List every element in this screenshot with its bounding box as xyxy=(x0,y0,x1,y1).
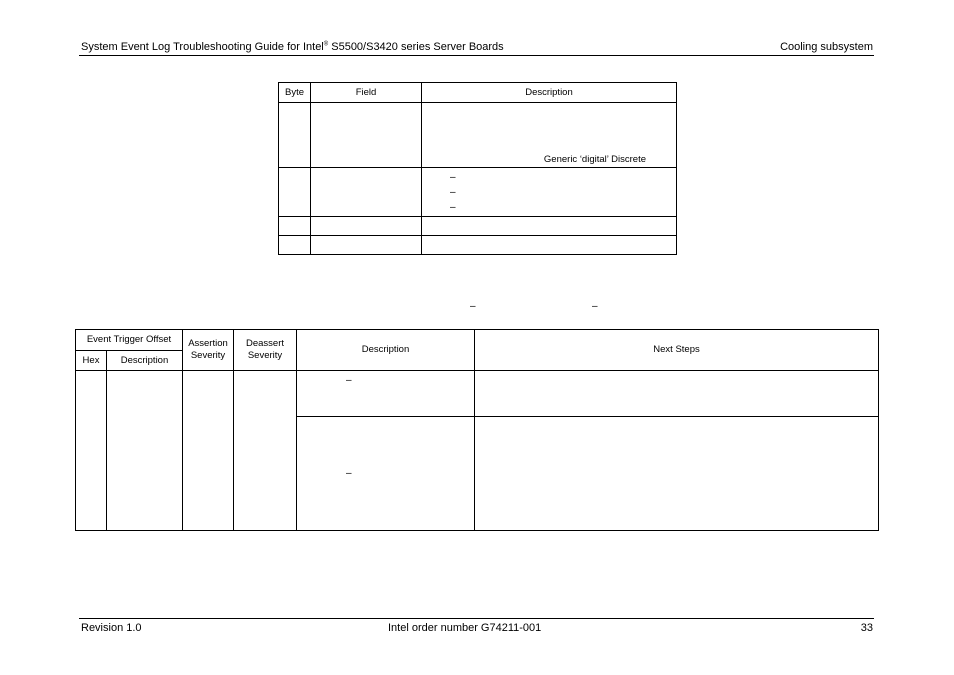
table-row xyxy=(76,371,879,417)
header-title: System Event Log Troubleshooting Guide for Intel® S5500/S3420 series Server Boards xyxy=(81,41,504,53)
table-header-row xyxy=(76,330,879,351)
hex-header: Hex xyxy=(76,351,107,371)
description-header: Description xyxy=(297,330,475,371)
list-dash: – xyxy=(450,201,456,213)
description-dash: – xyxy=(297,371,475,417)
table-row xyxy=(279,103,677,168)
list-dash: – xyxy=(450,171,456,183)
footer-revision: Revision 1.0 xyxy=(81,622,142,634)
caption-dash: – xyxy=(470,301,476,312)
table-row xyxy=(279,217,677,236)
caption-dash: – xyxy=(592,301,598,312)
next-steps-header: Next Steps xyxy=(475,330,879,371)
event-trigger-table xyxy=(75,329,879,531)
header-section: Cooling subsystem xyxy=(780,41,873,53)
footer-order-number: Intel order number G74211-001 xyxy=(388,622,542,634)
registered-mark: ® xyxy=(323,41,329,48)
assertion-severity-header: Assertion Severity xyxy=(183,330,234,371)
deassert-severity-header: Deassert Severity xyxy=(234,330,297,371)
event-type-text: Generic ‘digital’ Discrete xyxy=(422,103,677,168)
page-number: 33 xyxy=(860,622,873,634)
col-field: Field xyxy=(311,83,422,103)
col-description: Description xyxy=(422,83,677,103)
footer-rule xyxy=(79,618,874,619)
list-dash: – xyxy=(450,186,456,198)
sensor-field-table xyxy=(278,82,677,255)
description-dash: – xyxy=(297,417,475,531)
dash-list xyxy=(422,168,677,217)
offset-description-header: Description xyxy=(107,351,183,371)
table-header-row xyxy=(279,83,677,103)
table-row xyxy=(279,168,677,217)
col-byte: Byte xyxy=(279,83,311,103)
event-trigger-offset-header: Event Trigger Offset xyxy=(76,330,183,351)
header-rule xyxy=(79,55,874,56)
table-row xyxy=(279,236,677,255)
